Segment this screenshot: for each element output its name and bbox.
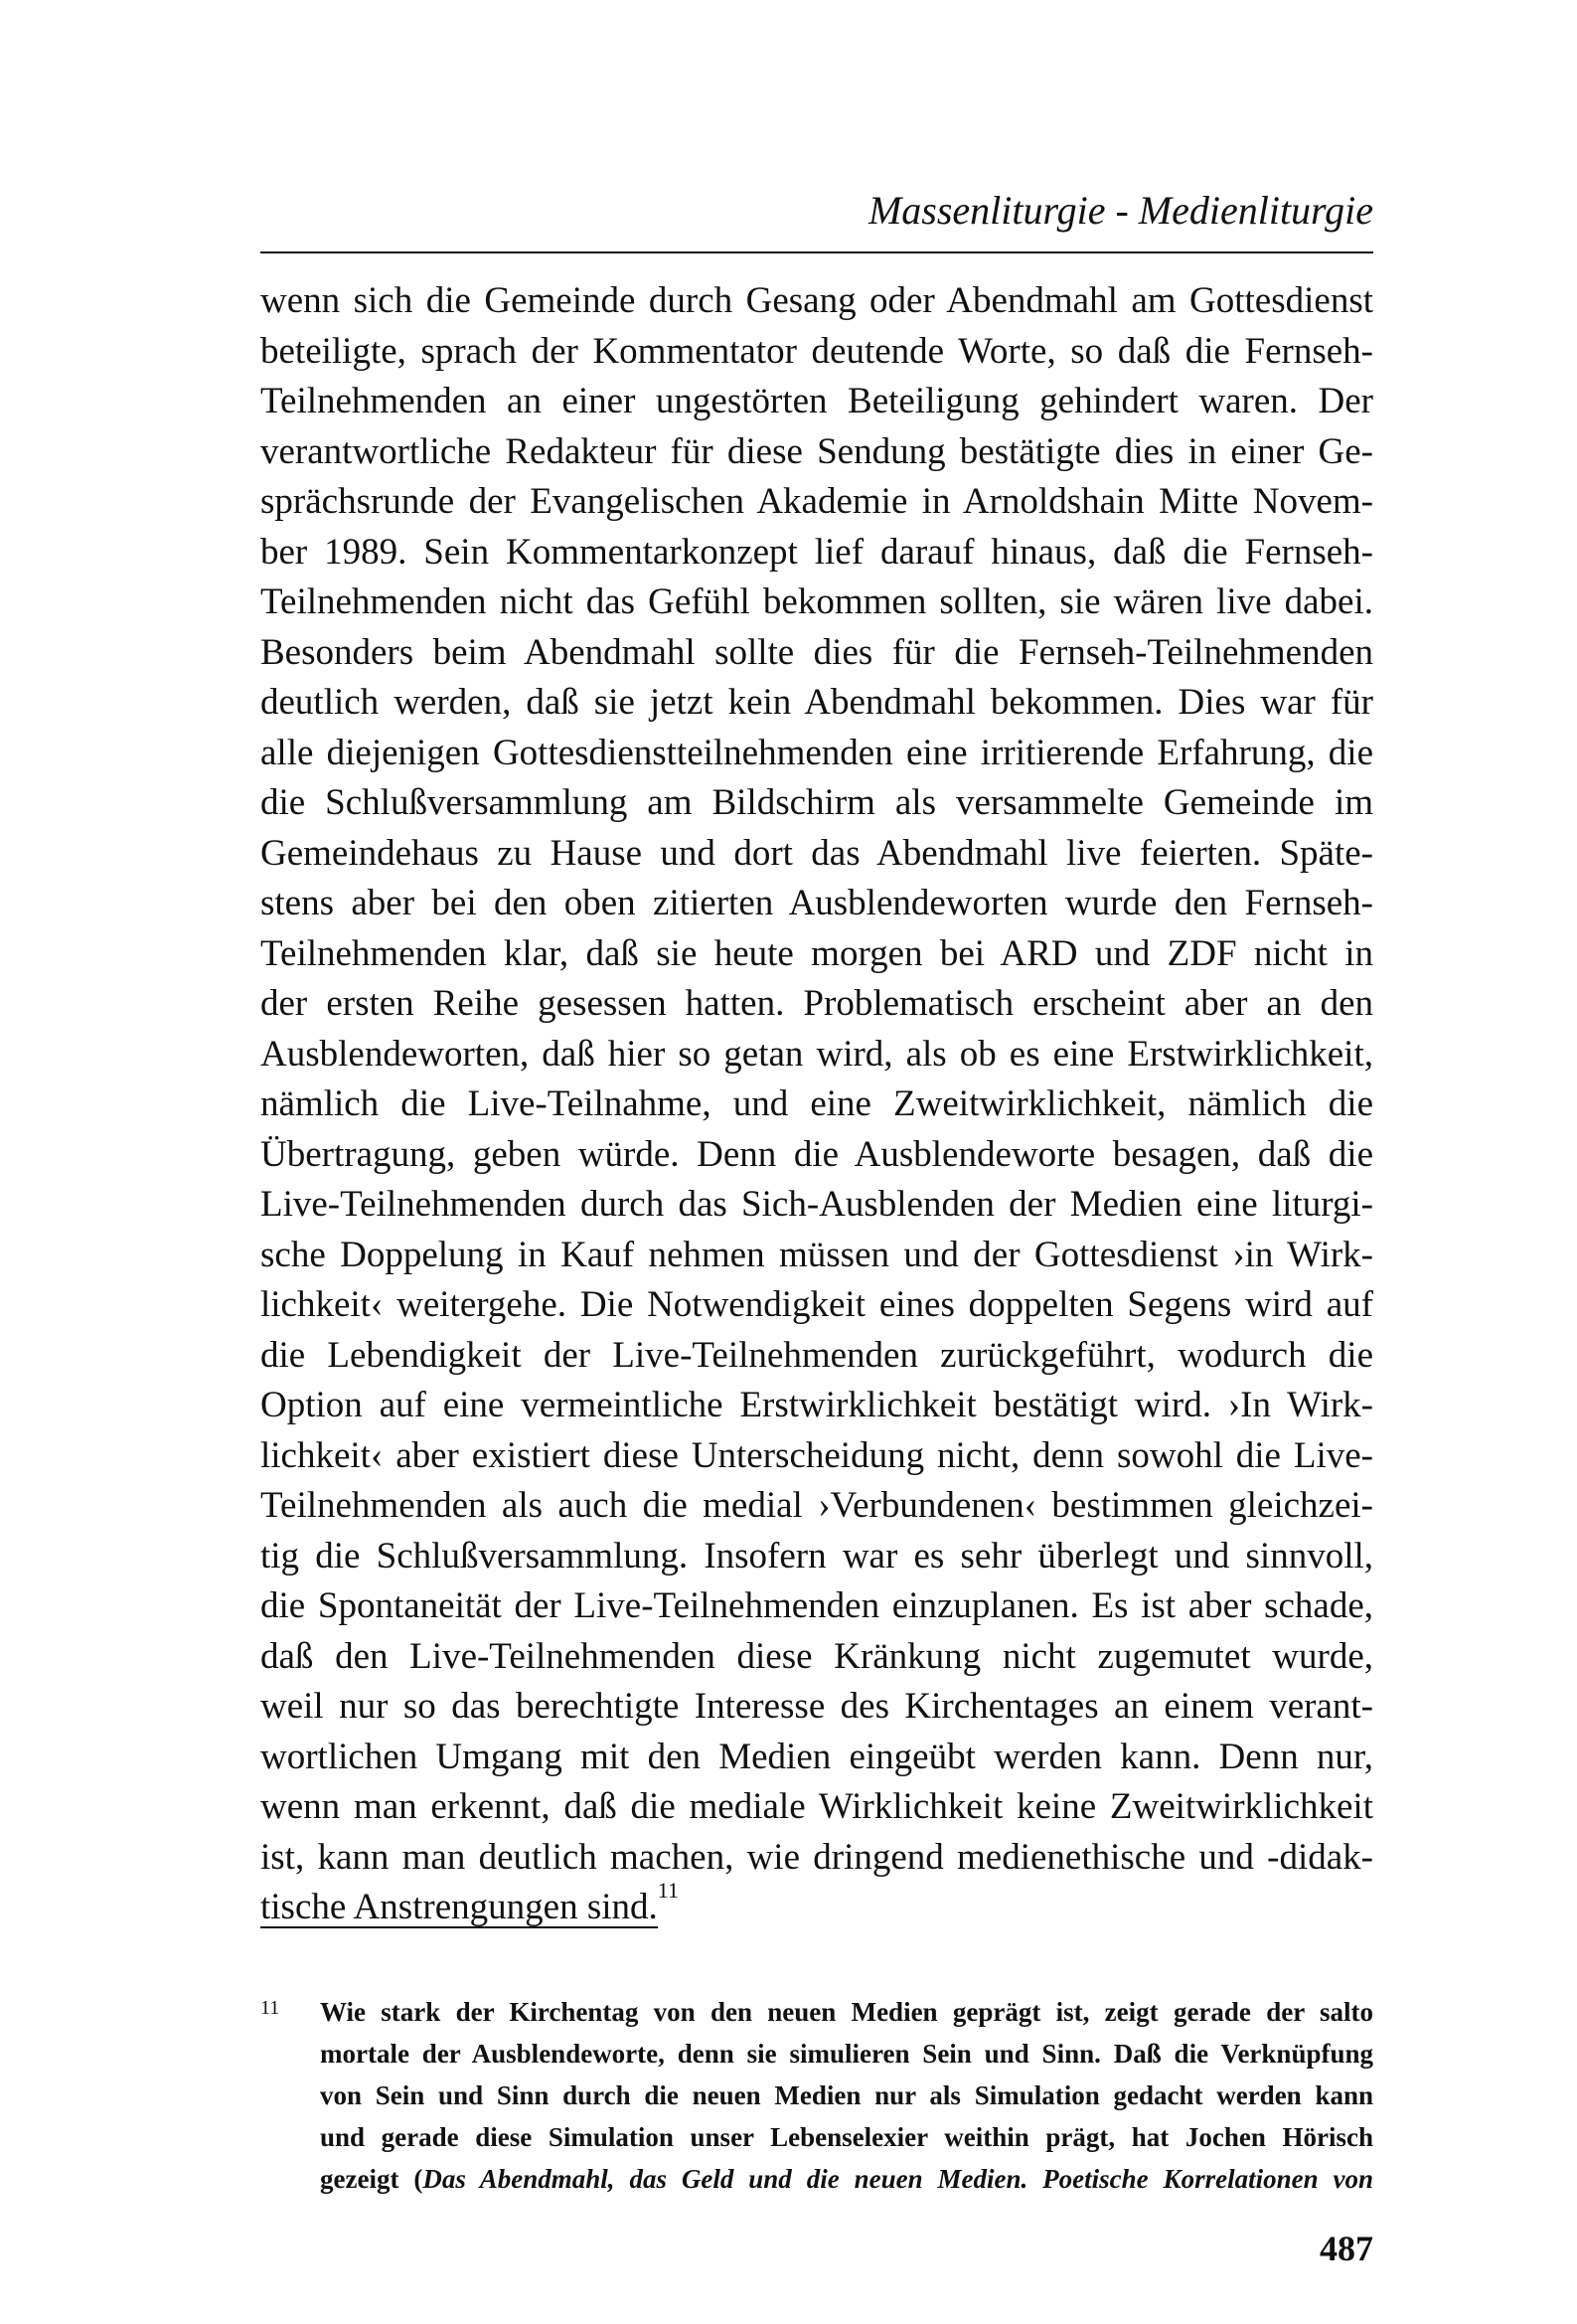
body-line: deutlich werden, daß sie jetzt kein Abendmahl bekommen. Dies war für	[260, 682, 1373, 723]
body-line: wenn sich die Gemeinde durch Gesang oder Abendmahl am Gottesdienst	[260, 280, 1373, 321]
footnote-line: von Sein und Sinn durch die neuen Medien nur als Simulation gedacht werden kann	[320, 2080, 1373, 2110]
body-line: Option auf eine vermeintliche Erstwirklichkeit bestätigt wird. ›In Wirk-	[260, 1385, 1373, 1425]
body-line: Ausblendeworten, daß hier so getan wird, als ob es eine Erstwirklichkeit,	[260, 1033, 1373, 1075]
body-line: die Lebendigkeit der Live-Teilnehmenden zurückgeführt, wodurch die	[260, 1334, 1373, 1376]
footnote-reference[interactable]: 11	[657, 1878, 679, 1903]
footnote-line: mortale der Ausblendeworte, denn sie simulieren Sein und Sinn. Daß die Verknüpfung	[320, 2039, 1373, 2069]
body-line: daß den Live-Teilnehmenden diese Kränkung nicht zugemutet wurde,	[260, 1635, 1373, 1677]
body-line: tig die Schlußversammlung. Insofern war es sehr überlegt und sinnvoll,	[260, 1535, 1373, 1577]
body-line: ist, kann man deutlich machen, wie dringend medienethische und -didak-	[260, 1836, 1373, 1878]
body-line: ber 1989. Sein Kommentarkonzept lief darauf hinaus, daß die Fernseh-	[260, 531, 1373, 573]
body-line: die Spontaneität der Live-Teilnehmenden einzuplanen. Es ist aber schade,	[260, 1585, 1373, 1626]
body-line: Besonders beim Abendmahl sollte dies für die Fernseh-Teilnehmenden	[260, 631, 1373, 673]
body-line: stens aber bei den oben zitierten Ausblendeworten wurde den Fernseh-	[260, 883, 1373, 923]
footnote-line	[320, 2158, 1373, 2200]
footnote-number: 11	[260, 1997, 280, 2019]
body-line: Teilnehmenden an einer ungestörten Beteiligung gehindert waren. Der	[260, 381, 1373, 421]
body-line: Übertragung, geben würde. Denn die Ausblendeworte besagen, daß die	[260, 1133, 1373, 1175]
body-line: der ersten Reihe gesessen hatten. Problematisch erscheint aber an den	[260, 983, 1373, 1024]
body-line: sprächsrunde der Evangelischen Akademie in Arnoldshain Mitte Novem-	[260, 481, 1373, 522]
page-number: 487	[1320, 2229, 1373, 2268]
body-line: verantwortliche Redakteur für diese Sendung bestätigte dies in einer Ge-	[260, 430, 1373, 472]
footnote-block	[260, 1991, 1373, 2200]
body-line: lichkeit‹ aber existiert diese Unterscheidung nicht, denn sowohl die Live-	[260, 1434, 1373, 1476]
body-line: beteiligte, sprach der Kommentator deutende Worte, so daß die Fernseh-	[260, 330, 1373, 372]
body-line: die Schlußversammlung am Bildschirm als versammelte Gemeinde im	[260, 782, 1373, 823]
body-last-line	[260, 1878, 1373, 1933]
footnote-text	[320, 1991, 1373, 2200]
body-line: lichkeit‹ weitergehe. Die Notwendigkeit eines doppelten Segens wird auf	[260, 1284, 1373, 1325]
body-line: sche Doppelung in Kauf nehmen müssen und der Gottesdienst ›in Wirk-	[260, 1234, 1373, 1275]
body-line: Teilnehmenden nicht das Gefühl bekommen sollten, sie wären live dabei.	[260, 581, 1373, 622]
footnote-line-prefix: gezeigt (	[320, 2164, 423, 2194]
footnote-book-title: Das Abendmahl, das Geld und die neuen Medien. Poetische Korrelationen von	[422, 2164, 1373, 2194]
body-line: weil nur so das berechtigte Interesse des Kirchentages an einem verant-	[260, 1686, 1373, 1727]
footnote-line: Wie stark der Kirchentag von den neuen Medien geprägt ist, zeigt gerade der salto	[320, 1997, 1373, 2027]
body-line: alle diejenigen Gottesdienstteilnehmenden eine irritierende Erfahrung, die	[260, 732, 1373, 773]
body-line: Live-Teilnehmenden durch das Sich-Ausblenden der Medien eine liturgi-	[260, 1184, 1373, 1225]
body-line: Teilnehmenden klar, daß sie heute morgen bei ARD und ZDF nicht in	[260, 932, 1373, 974]
body-line: wenn man erkennt, daß die mediale Wirklichkeit keine Zweitwirklichkeit	[260, 1786, 1373, 1827]
footnote-rule	[260, 1926, 658, 1928]
body-line: wortlichen Umgang mit den Medien eingeübt werden kann. Denn nur,	[260, 1736, 1373, 1777]
header-rule	[260, 251, 1373, 253]
body-last-line-text: tische Anstrengungen sind.	[260, 1887, 658, 1927]
running-head: Massenliturgie - Medienliturgie	[867, 188, 1373, 233]
body-text	[260, 276, 1373, 1933]
body-line: Gemeindehaus zu Hause und dort das Abendmahl live feierten. Späte-	[260, 832, 1373, 874]
body-line: nämlich die Live-Teilnahme, und eine Zweitwirklichkeit, nämlich die	[260, 1083, 1373, 1124]
footnote-line: und gerade diese Simulation unser Lebenselexier weithin prägt, hat Jochen Hörisch	[320, 2122, 1373, 2152]
body-line: Teilnehmenden als auch die medial ›Verbundenen‹ bestimmen gleichzei-	[260, 1485, 1373, 1526]
